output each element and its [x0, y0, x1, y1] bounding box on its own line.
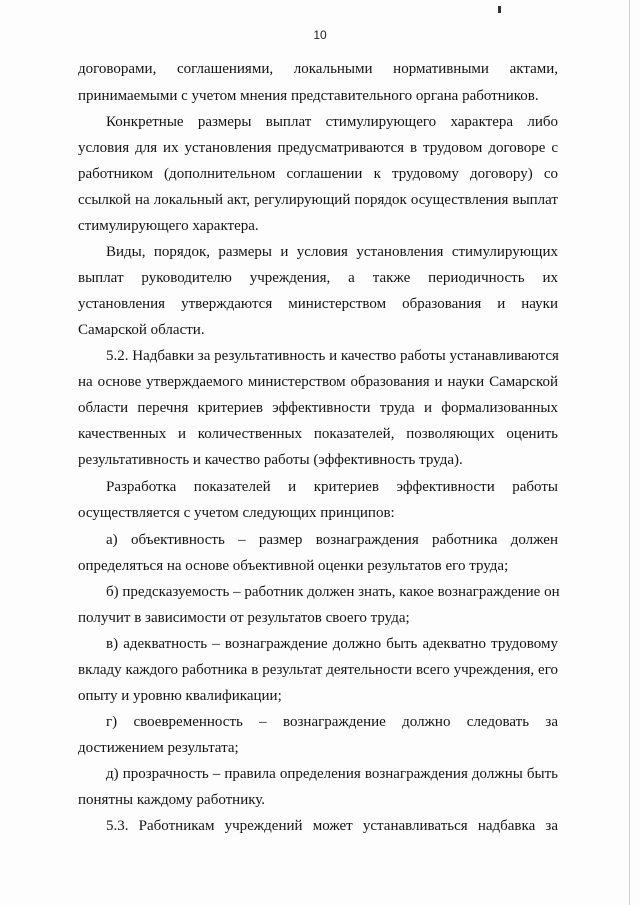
text-line: ссылкой на локальный акт, регулирующий порядок осуществления выплат — [78, 192, 558, 208]
text-line: работником (дополнительном соглашении к трудовому договору) со — [78, 166, 558, 182]
list-item-d: д) прозрачность – правила определения вознаграждения должны быть — [106, 766, 558, 782]
list-item-b: б) предсказуемость – работник должен знать, какое вознаграждение он — [106, 584, 560, 600]
text-line: на основе утверждаемого министерством образования и науки Самарской — [78, 374, 558, 390]
text-line: понятны каждому работнику. — [78, 792, 266, 808]
text-line: принимаемыми с учетом мнения представительного органа работников. — [78, 88, 539, 104]
text-line: опыту и уровню квалификации; — [78, 688, 282, 704]
page-edge — [629, 0, 630, 905]
paragraph-first-line: Разработка показателей и критериев эффективности работы — [106, 479, 558, 495]
text-line: установления утверждаются министерством образования и науки — [78, 296, 558, 312]
text-line: стимулирующего характера. — [78, 218, 259, 234]
text-line: достижением результата; — [78, 740, 239, 756]
text-line: условия для их установления предусматриваются в трудовом договоре с — [78, 140, 558, 156]
text-line: вкладу каждого работника в результат деятельности всего учреждения, его — [78, 662, 558, 678]
section-heading-line: 5.3. Работникам учреждений может устанавливаться надбавка за — [106, 818, 558, 834]
page-number: 10 — [313, 28, 327, 42]
scan-mark — [498, 6, 501, 13]
list-item-v: в) адекватность – вознаграждение должно быть адекватно трудовому — [106, 636, 558, 652]
text-line: получит в зависимости от результатов своего труда; — [78, 610, 410, 626]
text-line: области перечня критериев эффективности труда и формализованных — [78, 400, 558, 416]
text-line: договорами, соглашениями, локальными нормативными актами, — [78, 61, 558, 77]
list-item-a: а) объективность – размер вознаграждения работника должен — [106, 532, 558, 548]
text-line: качественных и количественных показателей, позволяющих оценить — [78, 426, 558, 442]
paragraph-first-line: Конкретные размеры выплат стимулирующего характера либо — [106, 114, 558, 130]
text-line: выплат руководителю учреждения, а также периодичность их — [78, 270, 558, 286]
text-line: Самарской области. — [78, 322, 205, 338]
section-heading-line: 5.2. Надбавки за результативность и качество работы устанавливаются — [106, 348, 559, 364]
text-line: определяться на основе объективной оценки результатов его труда; — [78, 558, 509, 574]
text-line: осуществляется с учетом следующих принципов: — [78, 505, 395, 521]
paragraph-first-line: Виды, порядок, размеры и условия установления стимулирующих — [106, 244, 558, 260]
text-line: результативность и качество работы (эффективность труда). — [78, 452, 463, 468]
list-item-g: г) своевременность – вознаграждение должно следовать за — [106, 714, 558, 730]
